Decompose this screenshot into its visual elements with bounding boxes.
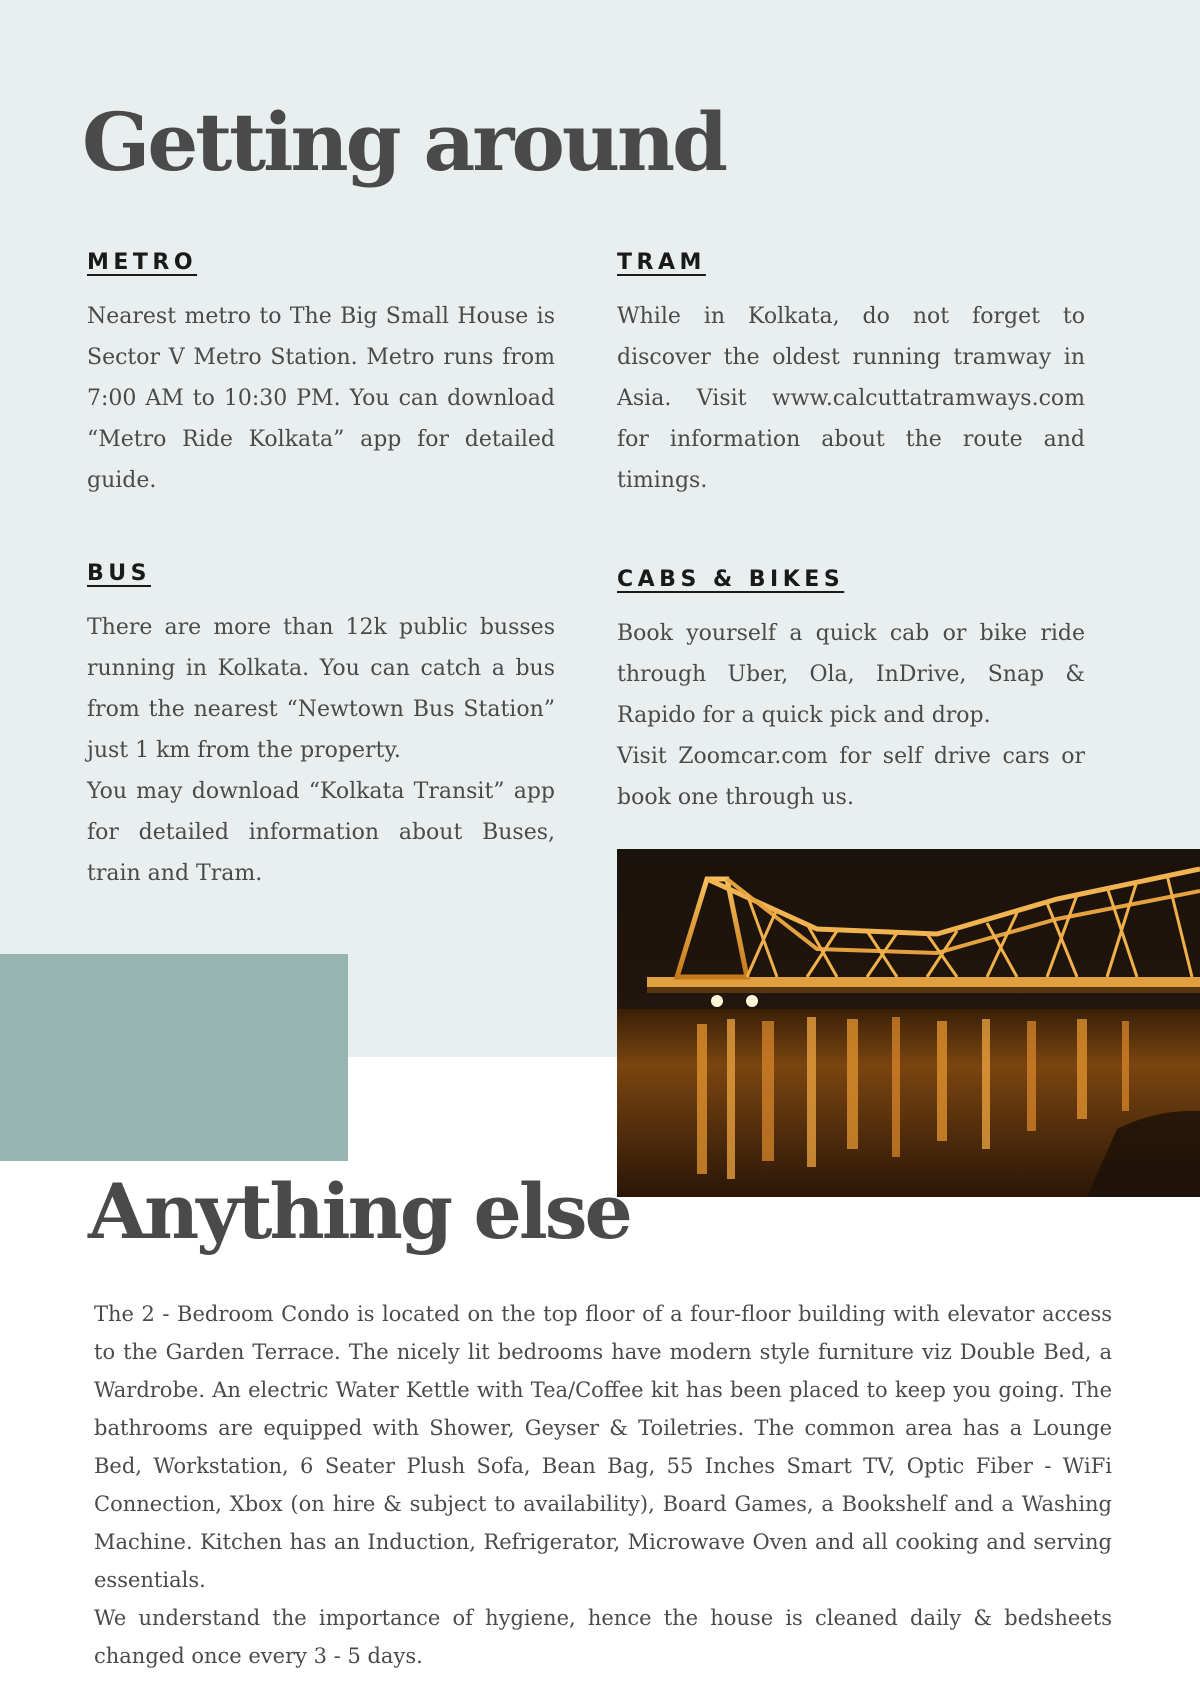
cabs-bikes-heading: CABS & BIKES [617, 567, 845, 592]
metro-heading: METRO [87, 250, 198, 275]
anything-else-section [94, 1295, 1112, 1675]
anything-else-body-2: We understand the importance of hygiene, hence the house is cleaned daily & bedsheets changed once every 3 - 5 days. [94, 1606, 1112, 1668]
bus-section [87, 559, 555, 894]
cabs-bikes-section [617, 565, 1085, 818]
page-title: Getting around [82, 95, 726, 189]
tram-section [617, 248, 1085, 501]
metro-body: Nearest metro to The Big Small House is Sector V Metro Station. Metro runs from 7:00 AM to 10:30 PM. You can download “Metro Ride Kolkata” app for detailed guide. [87, 304, 555, 493]
metro-section [87, 248, 555, 501]
anything-else-title: Anything else [88, 1167, 630, 1256]
decorative-teal-block [0, 954, 348, 1161]
howrah-bridge-photo [617, 849, 1200, 1197]
cabs-body-2: Visit Zoomcar.com for self drive cars or book one through us. [617, 744, 1085, 810]
bus-body-2: You may download “Kolkata Transit” app for detailed information about Buses, train and Tram. [87, 779, 555, 886]
bus-body-1: There are more than 12k public busses running in Kolkata. You can catch a bus from the nearest “Newtown Bus Station” just 1 km from the property. [87, 615, 555, 763]
cabs-body-1: Book yourself a quick cab or bike ride through Uber, Ola, InDrive, Snap & Rapido for a quick pick and drop. [617, 621, 1085, 728]
bus-heading: BUS [87, 561, 151, 586]
tram-heading: TRAM [617, 250, 706, 275]
tram-body: While in Kolkata, do not forget to discover the oldest running tramway in Asia. Visit www.calcuttatramways.com for information about the route and timings. [617, 304, 1085, 493]
anything-else-body-1: The 2 - Bedroom Condo is located on the top floor of a four-floor building with elevator access to the Garden Terrace. The nicely lit bedrooms have modern style furniture viz Double Bed, a Wardrobe. An electric Water Kettle with Tea/Coffee kit has been placed to keep you going. The bathrooms are equipped with Shower, Geyser & Toiletries. The common area has a Lounge Bed, Workstation, 6 Seater Plush Sofa, Bean Bag, 55 Inches Smart TV, Optic Fiber - WiFi Connection, Xbox (on hire & subject to availability), Board Games, a Bookshelf and a Washing Machine. Kitchen has an Induction, Refrigerator, Microwave Oven and all cooking and serving essentials. [94, 1302, 1112, 1592]
